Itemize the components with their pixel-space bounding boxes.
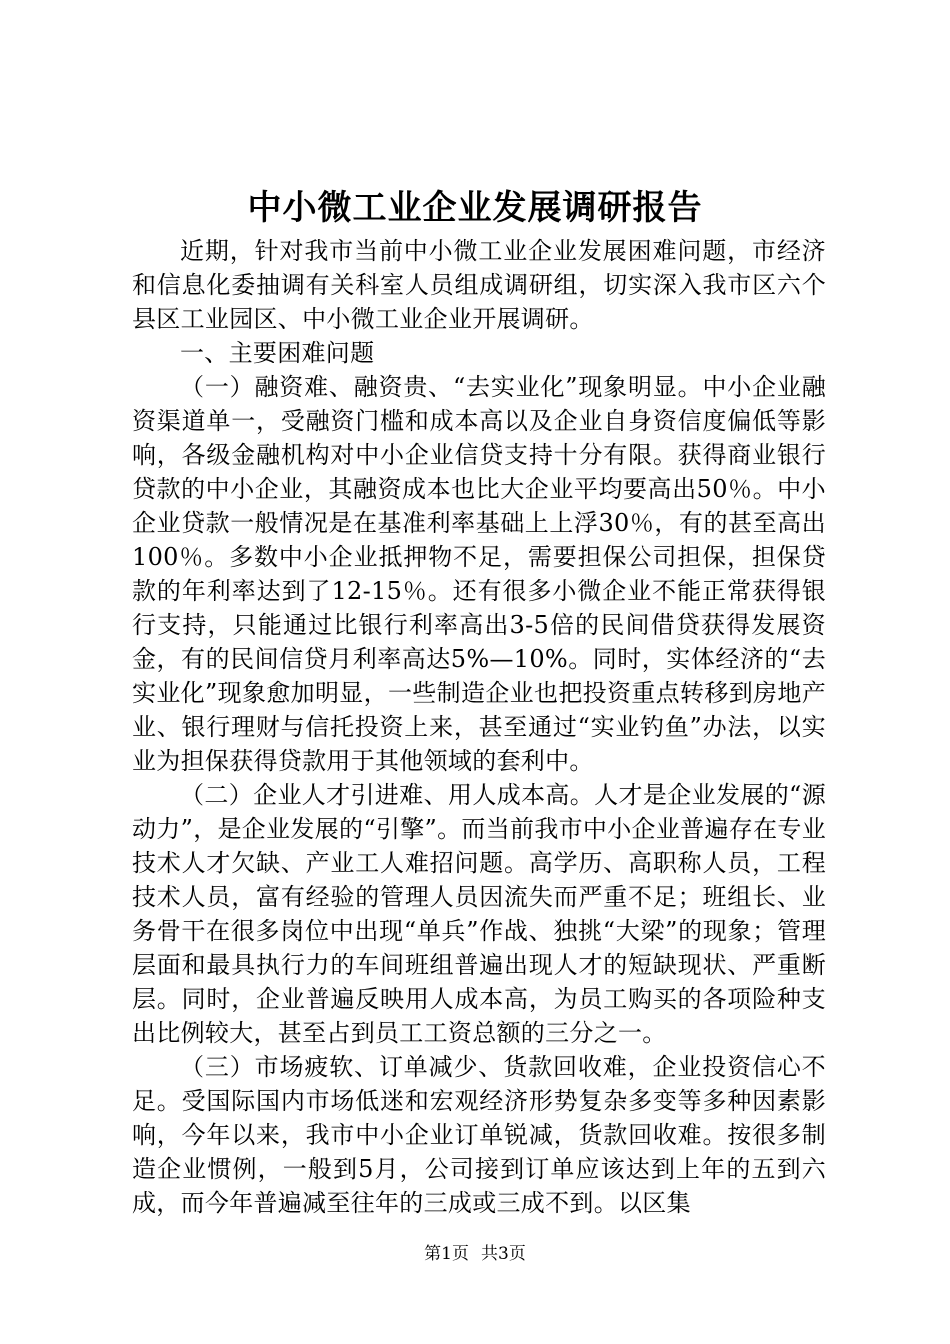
body-paragraph-market: （三）市场疲软、订单减少、货款回收难，企业投资信心不足。受国际国内市场低迷和宏观经济形势复杂多变等多种因素影响，今年以来，我市中小企业订单锐减，货款回收难。按很多制造企业惯例，一般到5月，公司接到订单应该达到上年的五到六成，而今年普遍减至往年的三成或三成不到。以区集	[132, 1053, 826, 1217]
document-body	[132, 234, 826, 1220]
body-paragraph-talent: （二）企业人才引进难、用人成本高。人才是企业发展的“源动力”，是企业发展的“引擎”。而当前我市中小企业普遍存在专业技术人才欠缺、产业工人难招问题。高学历、高职称人员，工程技术人员，富有经验的管理人员因流失而严重不足；班组长、业务骨干在很多岗位中出现“单兵”作战、独挑“大梁”的现象；管理层面和最具执行力的车间班组普遍出现人才的短缺现状、严重断层。同时，企业普遍反映用人成本高，为员工购买的各项险种支出比例较大，甚至占到员工工资总额的三分之一。	[132, 781, 826, 1047]
page-footer	[0, 1242, 950, 1266]
intro-paragraph: 近期，针对我市当前中小微工业企业发展困难问题，市经济和信息化委抽调有关科室人员组成调研组，切实深入我市区六个县区工业园区、中小微工业企业开展调研。	[132, 237, 826, 333]
page-number: 第1页	[424, 1244, 469, 1264]
document-title: 中小微工业企业发展调研报告	[247, 188, 703, 228]
section-heading: 一、主要困难问题	[180, 339, 375, 367]
body-paragraph-financing: （一）融资难、融资贵、“去实业化”现象明显。中小企业融资渠道单一，受融资门槛和成本高以及企业自身资信度偏低等影响，各级金融机构对中小企业信贷支持十分有限。获得商业银行贷款的中小企业，其融资成本也比大企业平均要高出50％。中小企业贷款一般情况是在基准利率基础上上浮30％，有的甚至高出100％。多数中小企业抵押物不足，需要担保公司担保，担保贷款的年利率达到了12-15％。还有很多小微企业不能正常获得银行支持，只能通过比银行利率高出3-5倍的民间借贷获得发展资金，有的民间信贷月利率高达5%—10%。同时，实体经济的“去实业化”现象愈加明显，一些制造企业也把投资重点转移到房地产业、银行理财与信托投资上来，甚至通过“实业钓鱼”办法，以实业为担保获得贷款用于其他领域的套利中。	[132, 373, 826, 775]
page-total: 共3页	[481, 1244, 526, 1264]
